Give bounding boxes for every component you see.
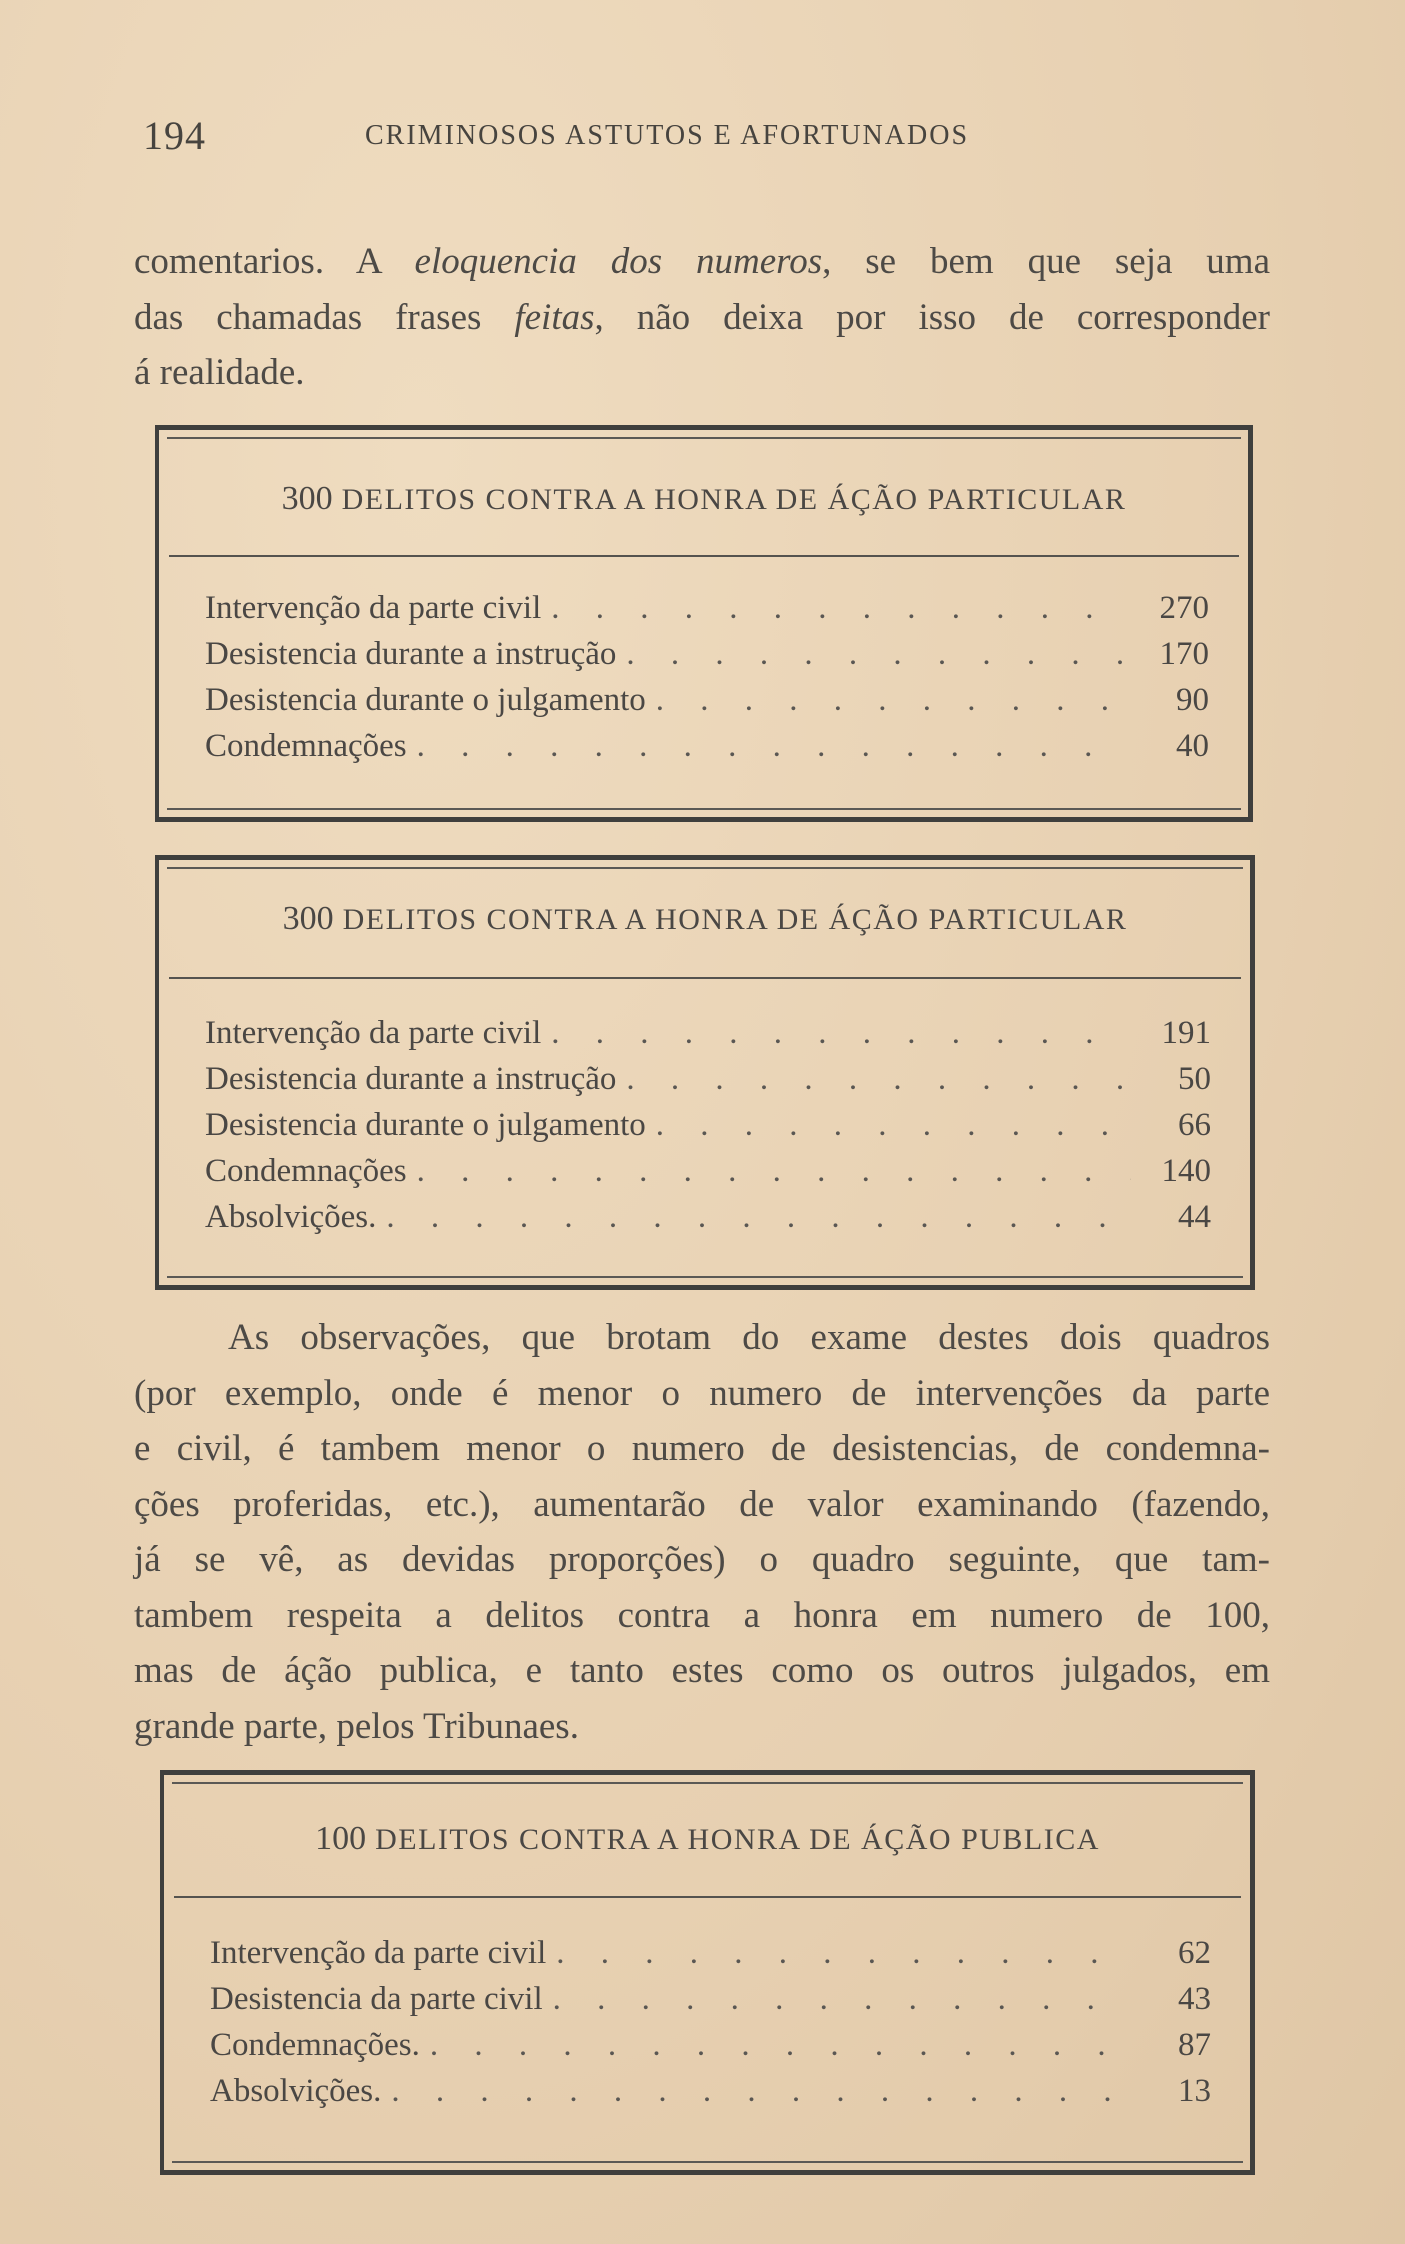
row-value: 191	[1161, 1015, 1211, 1051]
dot-leader	[376, 1199, 1131, 1236]
paragraph-line	[134, 345, 1270, 401]
text-run: das chamadas frases	[134, 296, 515, 338]
paragraph-line: As observações, que brotam do exame destes dois quadros	[228, 1317, 1270, 1358]
row-label: Desistencia durante a instrução	[205, 636, 617, 672]
table-row	[205, 590, 1209, 636]
row-value: 87	[1178, 2027, 1211, 2063]
row-value: 270	[1159, 590, 1209, 626]
page-number: 194	[143, 113, 206, 158]
paragraph-line: mas de áção publica, e tanto estes como os outros julgados, em	[134, 1650, 1270, 1691]
dot-leader	[420, 2027, 1131, 2064]
row-value: 43	[1178, 1981, 1211, 2017]
table-title-number: 300	[282, 900, 334, 937]
paragraph-line: tambem respeita a delitos contra a honra em numero de 100,	[134, 1594, 1270, 1636]
row-label: Condemnações	[205, 1153, 407, 1189]
row-label: Desistencia durante o julgamento	[205, 1107, 646, 1143]
row-label: Intervenção da parte civil	[210, 1935, 547, 1971]
italic-text-run: eloquencia dos numeros	[414, 241, 823, 282]
row-label: Desistencia durante o julgamento	[205, 682, 646, 718]
row-label: Desistencia durante a instrução	[205, 1061, 617, 1097]
italic-text-run: feitas	[514, 296, 595, 338]
stat-table-2	[155, 855, 1255, 1290]
paragraph-line: e civil, é tambem menor o numero de desistencias, de condemna-	[134, 1428, 1270, 1469]
paragraph-line	[134, 290, 1270, 346]
table-title-text: DELITOS CONTRA A HONRA DE ÁÇÃO PARTICULAR	[341, 483, 1127, 516]
row-label: Condemnações.	[210, 2027, 420, 2063]
stat-table-3	[160, 1770, 1255, 2175]
row-value: 50	[1178, 1061, 1211, 1097]
running-title: CRIMINOSOS ASTUTOS E AFORTUNADOS	[365, 120, 970, 151]
row-value: 40	[1176, 728, 1209, 764]
row-value: 90	[1176, 682, 1209, 718]
paragraph-intro	[134, 234, 1270, 401]
stat-table-1	[155, 425, 1253, 822]
dot-leader	[407, 728, 1129, 765]
table-title-text: DELITOS CONTRA A HONRA DE ÁÇÃO PUBLICA	[375, 1823, 1100, 1856]
dot-leader	[407, 1153, 1131, 1190]
table-title-number: 100	[315, 1820, 367, 1857]
text-run: á realidade.	[134, 352, 305, 393]
table-row	[205, 1015, 1211, 1061]
table-rows	[210, 1935, 1211, 2119]
title-rule	[169, 555, 1239, 557]
row-value: 66	[1178, 1107, 1211, 1143]
table-rows	[205, 1015, 1211, 1245]
table-row	[205, 1153, 1211, 1199]
row-label: Absolvições.	[210, 2073, 382, 2109]
row-label: Desistencia da parte civil	[210, 1981, 543, 2017]
paragraph-observations	[134, 1310, 1270, 1754]
dot-leader	[541, 1015, 1131, 1052]
table-row	[210, 2027, 1211, 2073]
table-title-text: DELITOS CONTRA A HONRA DE ÁÇÃO PARTICULAR	[342, 903, 1128, 936]
text-run: comentarios. A	[134, 241, 415, 282]
row-label: Intervenção da parte civil	[205, 590, 542, 626]
dot-leader	[381, 2073, 1131, 2110]
dot-leader	[541, 590, 1129, 627]
dot-leader	[646, 682, 1129, 719]
dot-leader	[546, 1935, 1131, 1972]
dot-leader	[543, 1981, 1131, 2018]
row-value: 170	[1159, 636, 1209, 672]
table-row	[210, 1935, 1211, 1981]
title-rule	[169, 977, 1241, 979]
table-row	[205, 1061, 1211, 1107]
row-value: 62	[1178, 1935, 1211, 1971]
paragraph-line	[134, 234, 1270, 290]
table-title	[155, 900, 1255, 938]
paragraph-line: já se vê, as devidas proporções) o quadro seguinte, que tam-	[134, 1539, 1270, 1580]
table-title	[155, 480, 1253, 518]
table-row	[205, 728, 1209, 774]
paragraph-line: grande parte, pelos Tribunaes.	[134, 1705, 579, 1747]
row-value: 140	[1161, 1153, 1211, 1189]
row-value: 44	[1178, 1199, 1211, 1235]
dot-leader	[616, 1061, 1131, 1098]
table-title	[160, 1820, 1255, 1858]
row-label: Condemnações	[205, 728, 407, 764]
table-row	[205, 682, 1209, 728]
title-rule	[174, 1896, 1241, 1898]
table-row	[205, 1199, 1211, 1245]
table-row	[210, 1981, 1211, 2027]
row-label: Intervenção da parte civil	[205, 1015, 542, 1051]
table-row	[205, 636, 1209, 682]
text-run: , não deixa por isso de corresponder	[594, 296, 1270, 338]
text-run: , se bem que seja uma	[822, 241, 1271, 282]
table-rows	[205, 590, 1209, 774]
paragraph-line: ções proferidas, etc.), aumentarão de valor examinando (fazendo,	[134, 1483, 1270, 1525]
table-row	[205, 1107, 1211, 1153]
table-row	[210, 2073, 1211, 2119]
row-label: Absolvições.	[205, 1199, 377, 1235]
dot-leader	[616, 636, 1129, 673]
paragraph-line: (por exemplo, onde é menor o numero de intervenções da parte	[134, 1372, 1270, 1414]
row-value: 13	[1178, 2073, 1211, 2109]
dot-leader	[646, 1107, 1131, 1144]
table-title-number: 300	[281, 480, 333, 517]
